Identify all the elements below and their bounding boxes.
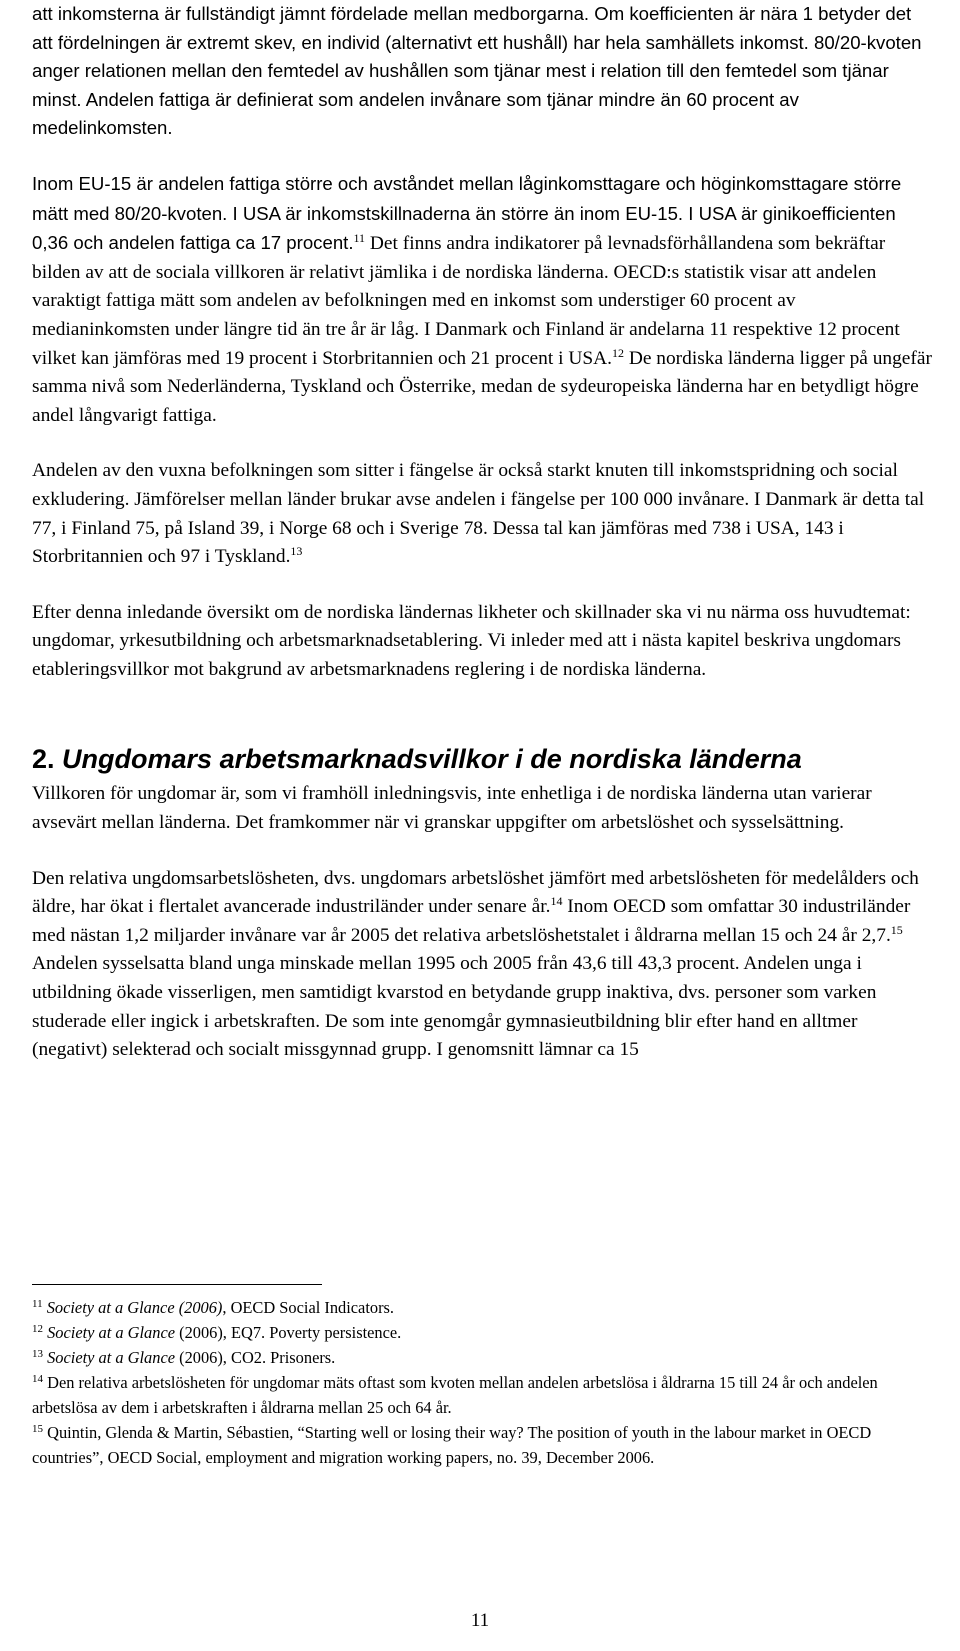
footnote-text: Den relativa arbetslösheten för ungdomar mäts oftast som kvoten mellan andelen arbetslösa i åldrarna 15 till 24 år och andelen arbetslösa av dem i arbetskraften i åldrarna mellan 25 och 64 år. — [32, 1373, 878, 1417]
footnote-text: (2006), CO2. Prisoners. — [175, 1348, 336, 1367]
paragraph-text: Inom OECD som omfattar 30 industriländer med nästan 1,2 miljarder invånare var år 2005 det relativa arbetslöshetstalet i åldrarna mellan 15 och 24 år 2,7. — [32, 896, 911, 946]
footnote-11 — [32, 1295, 932, 1320]
footnote-ref-14[interactable]: 14 — [550, 894, 563, 909]
section-number: 2. — [32, 744, 55, 775]
paragraph-text: Efter denna inledande översikt om de nordiska ländernas likheter och skillnader ska vi nu närma oss huvudtemat: ungdomar, yrkesutbildning och arbetsmarknadsetablering. Vi inleder med att i nästa kapitel beskriva ungdomars etableringsvillkor mot bakgrund av arbetsmarknadens reglering i de nordiska länderna. — [32, 601, 911, 680]
footnote-number: 15 — [32, 1423, 43, 1435]
footnote-title: Society at a Glance — [47, 1348, 176, 1367]
section-heading — [32, 742, 932, 776]
paragraph-youth-conditions — [32, 780, 932, 837]
footnote-title: Society at a Glance — [47, 1323, 176, 1342]
paragraph-eu15-comparison — [32, 170, 932, 430]
page-number: 11 — [470, 1610, 490, 1631]
paragraph-text: Villkoren för ungdomar är, som vi framhöll inledningsvis, inte enhetliga i de nordiska länderna utan varierar avsevärt mellan länderna. Det framkommer när vi granskar uppgifter om arbetslöshet och sysselsättning. — [32, 783, 872, 834]
footnotes — [32, 1295, 932, 1470]
paragraph-youth-unemployment — [32, 865, 932, 1065]
footnote-text: OECD Social, employment and migration working papers, no. 39, December 2006. — [103, 1448, 655, 1467]
paragraph-text: Det finns andra indikatorer på levnadsförhållandena som bekräftar bilden av att de sociala villkoren är relativt jämlika i de nordiska länderna. OECD:s statistik visar att andelen varaktigt fattiga mätt som andelen av befolkningen med en inkomst som understiger 60 procent av medianinkomsten under längre tid än tre år är låg. I Danmark och Finland är andelarna 11 respektive 12 procent vilket kan jämföras med 19 procent i Storbritannien och 21 procent i USA. — [32, 233, 900, 369]
footnote-ref-13[interactable]: 13 — [290, 544, 303, 559]
section-title: Ungdomars arbetsmarknadsvillkor i de nordiska länderna — [62, 744, 802, 775]
footnote-comma: , — [99, 1448, 104, 1467]
body-text — [32, 0, 932, 1065]
footnote-number: 11 — [32, 1298, 43, 1310]
footnote-number: 13 — [32, 1348, 43, 1360]
footnote-13 — [32, 1345, 932, 1370]
paragraph-text: Inom EU-15 är andelen fattiga större och avståndet mellan låginkomsttagare och höginkomsttagare större mätt med 80/20-kvoten. I USA är inkomstskillnaderna än större än inom EU-15. I USA är ginikoefficienten 0,36 och andelen fattiga ca 17 procent. — [32, 172, 902, 254]
footnote-title: Society at a Glance (2006) — [46, 1298, 223, 1317]
footnote-ref-15[interactable]: 15 — [890, 922, 903, 937]
paragraph-prison-rates — [32, 457, 932, 571]
footnote-15 — [32, 1420, 932, 1470]
footnote-14 — [32, 1370, 932, 1420]
footnote-separator — [32, 1284, 322, 1285]
footnote-text: (2006), EQ7. Poverty persistence. — [175, 1323, 402, 1342]
paragraph-text: Andelen av den vuxna befolkningen som sitter i fängelse är också starkt knuten till inkomstspridning och social exkludering. Jämförelser mellan länder brukar avse andelen i fängelse per 100 000 invånare. I Danmark är detta tal 77, i Finland 75, på Island 39, i Norge 68 och i Sverige 78. Dessa tal kan jämföras med 738 i USA, 143 i Storbritannien och 97 i Tyskland. — [32, 460, 925, 568]
footnote-text: , OECD Social Indicators. — [222, 1298, 395, 1317]
footnote-text: Quintin, Glenda & Martin, Sébastien, “Starting well or losing their way? The position of youth in the labour market in OECD countries” — [32, 1423, 872, 1467]
footnote-ref-11[interactable]: 11 — [353, 231, 366, 246]
paragraph-text: De nordiska länderna ligger på ungefär samma nivå som Nederländerna, Tyskland och Österrike, medan de sydeuropeiska länderna har en betydligt högre andel långvarigt fattiga. — [32, 347, 932, 426]
footnote-number: 14 — [32, 1373, 43, 1385]
paragraph-overview-transition — [32, 599, 932, 685]
paragraph-text: Andelen sysselsatta bland unga minskade mellan 1995 och 2005 från 43,6 till 43,3 procent. Andelen unga i utbildning ökade visserligen, men samtidigt kvarstod en betydande grupp inaktiva, dvs. personer som varken studerade eller ingick i arbetskraften. De som inte genomgår gymnasieutbildning blir efter hand en alltmer (negativt) selekterad och socialt missgynnad grupp. I genomsnitt lämnar ca 15 — [32, 953, 877, 1061]
footnote-number: 12 — [32, 1323, 43, 1335]
footnote-ref-12[interactable]: 12 — [611, 345, 624, 360]
paragraph-text: Den relativa ungdomsarbetslösheten, dvs. ungdomars arbetslöshet jämfört med arbetslösheten för medelålders och äldre, har ökat i flertalet avancerade industriländer under senare år. — [32, 867, 919, 918]
footnote-12 — [32, 1320, 932, 1345]
paragraph-gini-definition — [32, 0, 932, 143]
paragraph-text: att inkomsterna är fullständigt jämnt fördelade mellan medborgarna. Om koefficienten är nära 1 betyder det att fördelningen är extremt skev, en individ (alternativt ett hushåll) har hela samhällets inkomst. 80/20-kvoten anger relationen mellan den femtedel av hushållen som tjänar mest i relation till den femtedel som tjänar minst. Andelen fattiga är definierat som andelen invånare som tjänar mindre än 60 procent av medelinkomsten. — [32, 3, 922, 139]
